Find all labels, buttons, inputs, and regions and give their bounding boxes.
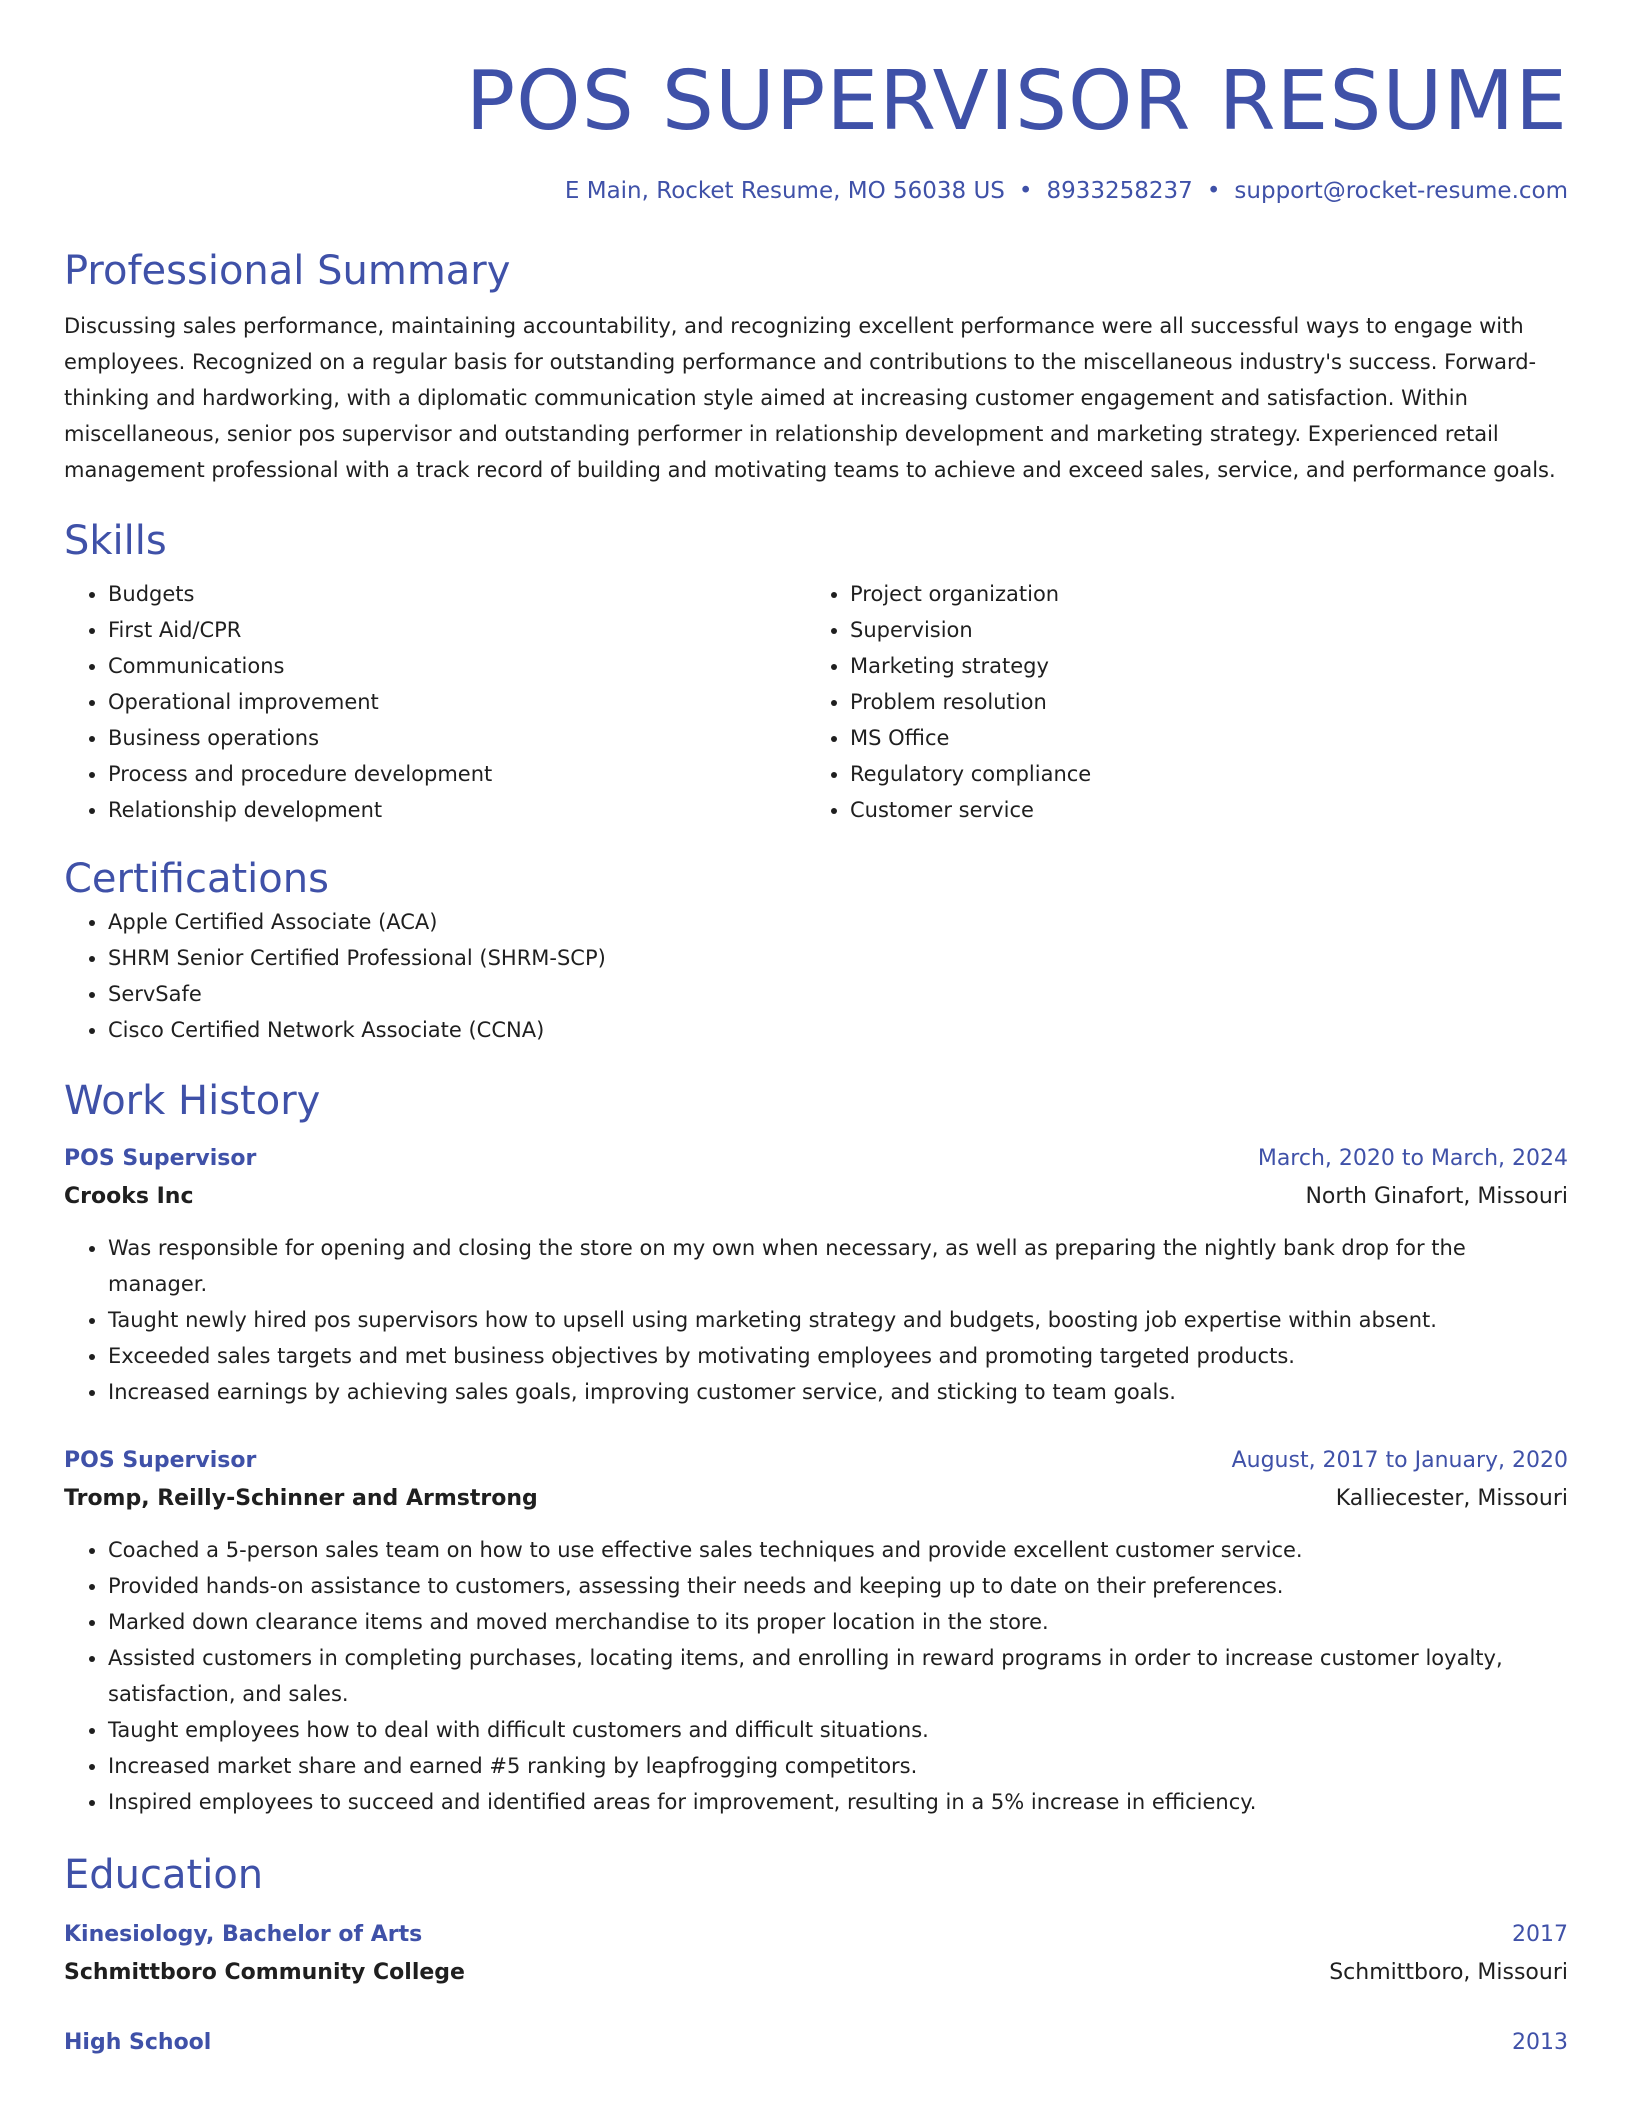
job-duty: • Provided hands-on assistance to customers, assessing their needs and keeping up to date on their preferences. [108,1568,1568,1604]
skills-column-right [806,576,1548,828]
job-company-row [64,1480,1568,1518]
skills-list-right [806,576,1548,828]
certifications-section [64,854,1568,1048]
skill-item: • Customer service [850,792,1548,828]
job-location: North Ginafort, Missouri [1305,1184,1568,1209]
summary-heading: Professional Summary [64,248,511,294]
job-duty: • Increased market share and earned #5 ranking by leapfrogging competitors. [108,1748,1568,1784]
certifications-heading: Certifications [64,856,329,902]
summary-text: Discussing sales performance, maintaining accountability, and recognizing excellent performance were all successful ways to engage with employees. Recognized on a regular basis for outstanding performance and contributions to the miscellaneous industry's success. Forward-thinking and hardworking, with a diplomatic communication style aimed at increasing customer engagement and satisfaction. Within miscellaneous, senior pos supervisor and outstanding performer in relationship development and marketing strategy. Experienced retail management professional with a track record of building and motivating teams to achieve and exceed sales, service, and performance goals. [64,314,1556,482]
contact-line [64,176,1568,206]
education-year: 2013 [1512,2030,1568,2055]
contact-separator: • [1018,178,1033,204]
education-header-row [64,2024,1568,2062]
certifications-list [64,904,1568,1048]
job-duty: • Taught employees how to deal with difficult customers and difficult situations. [108,1712,1568,1748]
job-duty: • Increased earnings by achieving sales goals, improving customer service, and sticking to team goals. [108,1374,1568,1410]
summary-section [64,246,1568,488]
skill-item: • Operational improvement [108,684,806,720]
resume-title: POS SUPERVISOR RESUME [465,54,1568,149]
education-heading: Education [64,1852,264,1898]
skills-heading: Skills [64,518,167,564]
skill-item: • MS Office [850,720,1548,756]
job-duty: • Marked down clearance items and moved merchandise to its proper location in the store. [108,1604,1568,1640]
education-entry [64,1916,1568,1992]
job-duty: • Was responsible for opening and closing the store on my own when necessary, as well as preparing the nightly bank drop for the manager. [108,1230,1568,1302]
skill-item: • Process and procedure development [108,756,806,792]
job-duty: • Inspired employees to succeed and identified areas for improvement, resulting in a 5% increase in efficiency. [108,1784,1568,1820]
education-location: Schmittboro, Missouri [1329,1960,1568,1985]
education-degree: High School [64,2030,212,2055]
contact-address: E Main, Rocket Resume, MO 56038 US [564,178,1005,204]
job-duty: • Coached a 5-person sales team on how to use effective sales techniques and provide excellent customer service. [108,1532,1568,1568]
skill-item: • Communications [108,648,806,684]
education-school: Schmittboro Community College [64,1960,465,1985]
skills-grid [64,576,1568,828]
work-history-heading: Work History [64,1078,321,1124]
skills-list-left [64,576,806,828]
skill-item: • Business operations [108,720,806,756]
job-entry [64,1442,1568,1820]
work-history-section [64,1076,1568,1820]
job-company-row [64,1178,1568,1216]
skill-item: • Budgets [108,576,806,612]
job-duty: • Taught newly hired pos supervisors how to upsell using marketing strategy and budgets, boosting job expertise within absent. [108,1302,1568,1338]
education-year: 2017 [1512,1922,1568,1947]
certification-item: • ServSafe [108,976,1568,1012]
certification-item: • SHRM Senior Certified Professional (SHRM-SCP) [108,940,1568,976]
skill-item: • Supervision [850,612,1548,648]
skill-item: • Relationship development [108,792,806,828]
job-header-row [64,1140,1568,1178]
job-dates: August, 2017 to January, 2020 [1231,1448,1568,1473]
education-entry [64,2024,1568,2062]
skill-item: • Regulatory compliance [850,756,1548,792]
education-section [64,1850,1568,2062]
certification-item: • Apple Certified Associate (ACA) [108,904,1568,940]
job-location: Kalliecester, Missouri [1335,1486,1568,1511]
certification-item: • Cisco Certified Network Associate (CCNA) [108,1012,1568,1048]
job-duties-list [64,1230,1568,1410]
contact-separator: • [1206,178,1221,204]
education-degree: Kinesiology, Bachelor of Arts [64,1922,423,1947]
job-header-row [64,1442,1568,1480]
resume-header [64,0,1568,206]
skills-section [64,516,1568,828]
skill-item: • Project organization [850,576,1548,612]
job-title: POS Supervisor [64,1448,257,1473]
contact-email[interactable]: support@rocket-resume.com [1234,178,1568,204]
skill-item: • Marketing strategy [850,648,1548,684]
job-entry [64,1140,1568,1410]
job-company: Tromp, Reilly-Schinner and Armstrong [64,1486,538,1511]
job-company: Crooks Inc [64,1184,194,1209]
skills-column-left [64,576,806,828]
job-duty: • Exceeded sales targets and met business objectives by motivating employees and promoting targeted products. [108,1338,1568,1374]
job-dates: March, 2020 to March, 2024 [1257,1146,1568,1171]
job-duty: • Assisted customers in completing purchases, locating items, and enrolling in reward programs in order to increase customer loyalty, satisfaction, and sales. [108,1640,1568,1712]
education-header-row [64,1916,1568,1954]
contact-phone: 8933258237 [1046,178,1193,204]
education-school-row [64,1954,1568,1992]
job-title: POS Supervisor [64,1146,257,1171]
skill-item: • First Aid/CPR [108,612,806,648]
job-duties-list [64,1532,1568,1820]
skill-item: • Problem resolution [850,684,1548,720]
